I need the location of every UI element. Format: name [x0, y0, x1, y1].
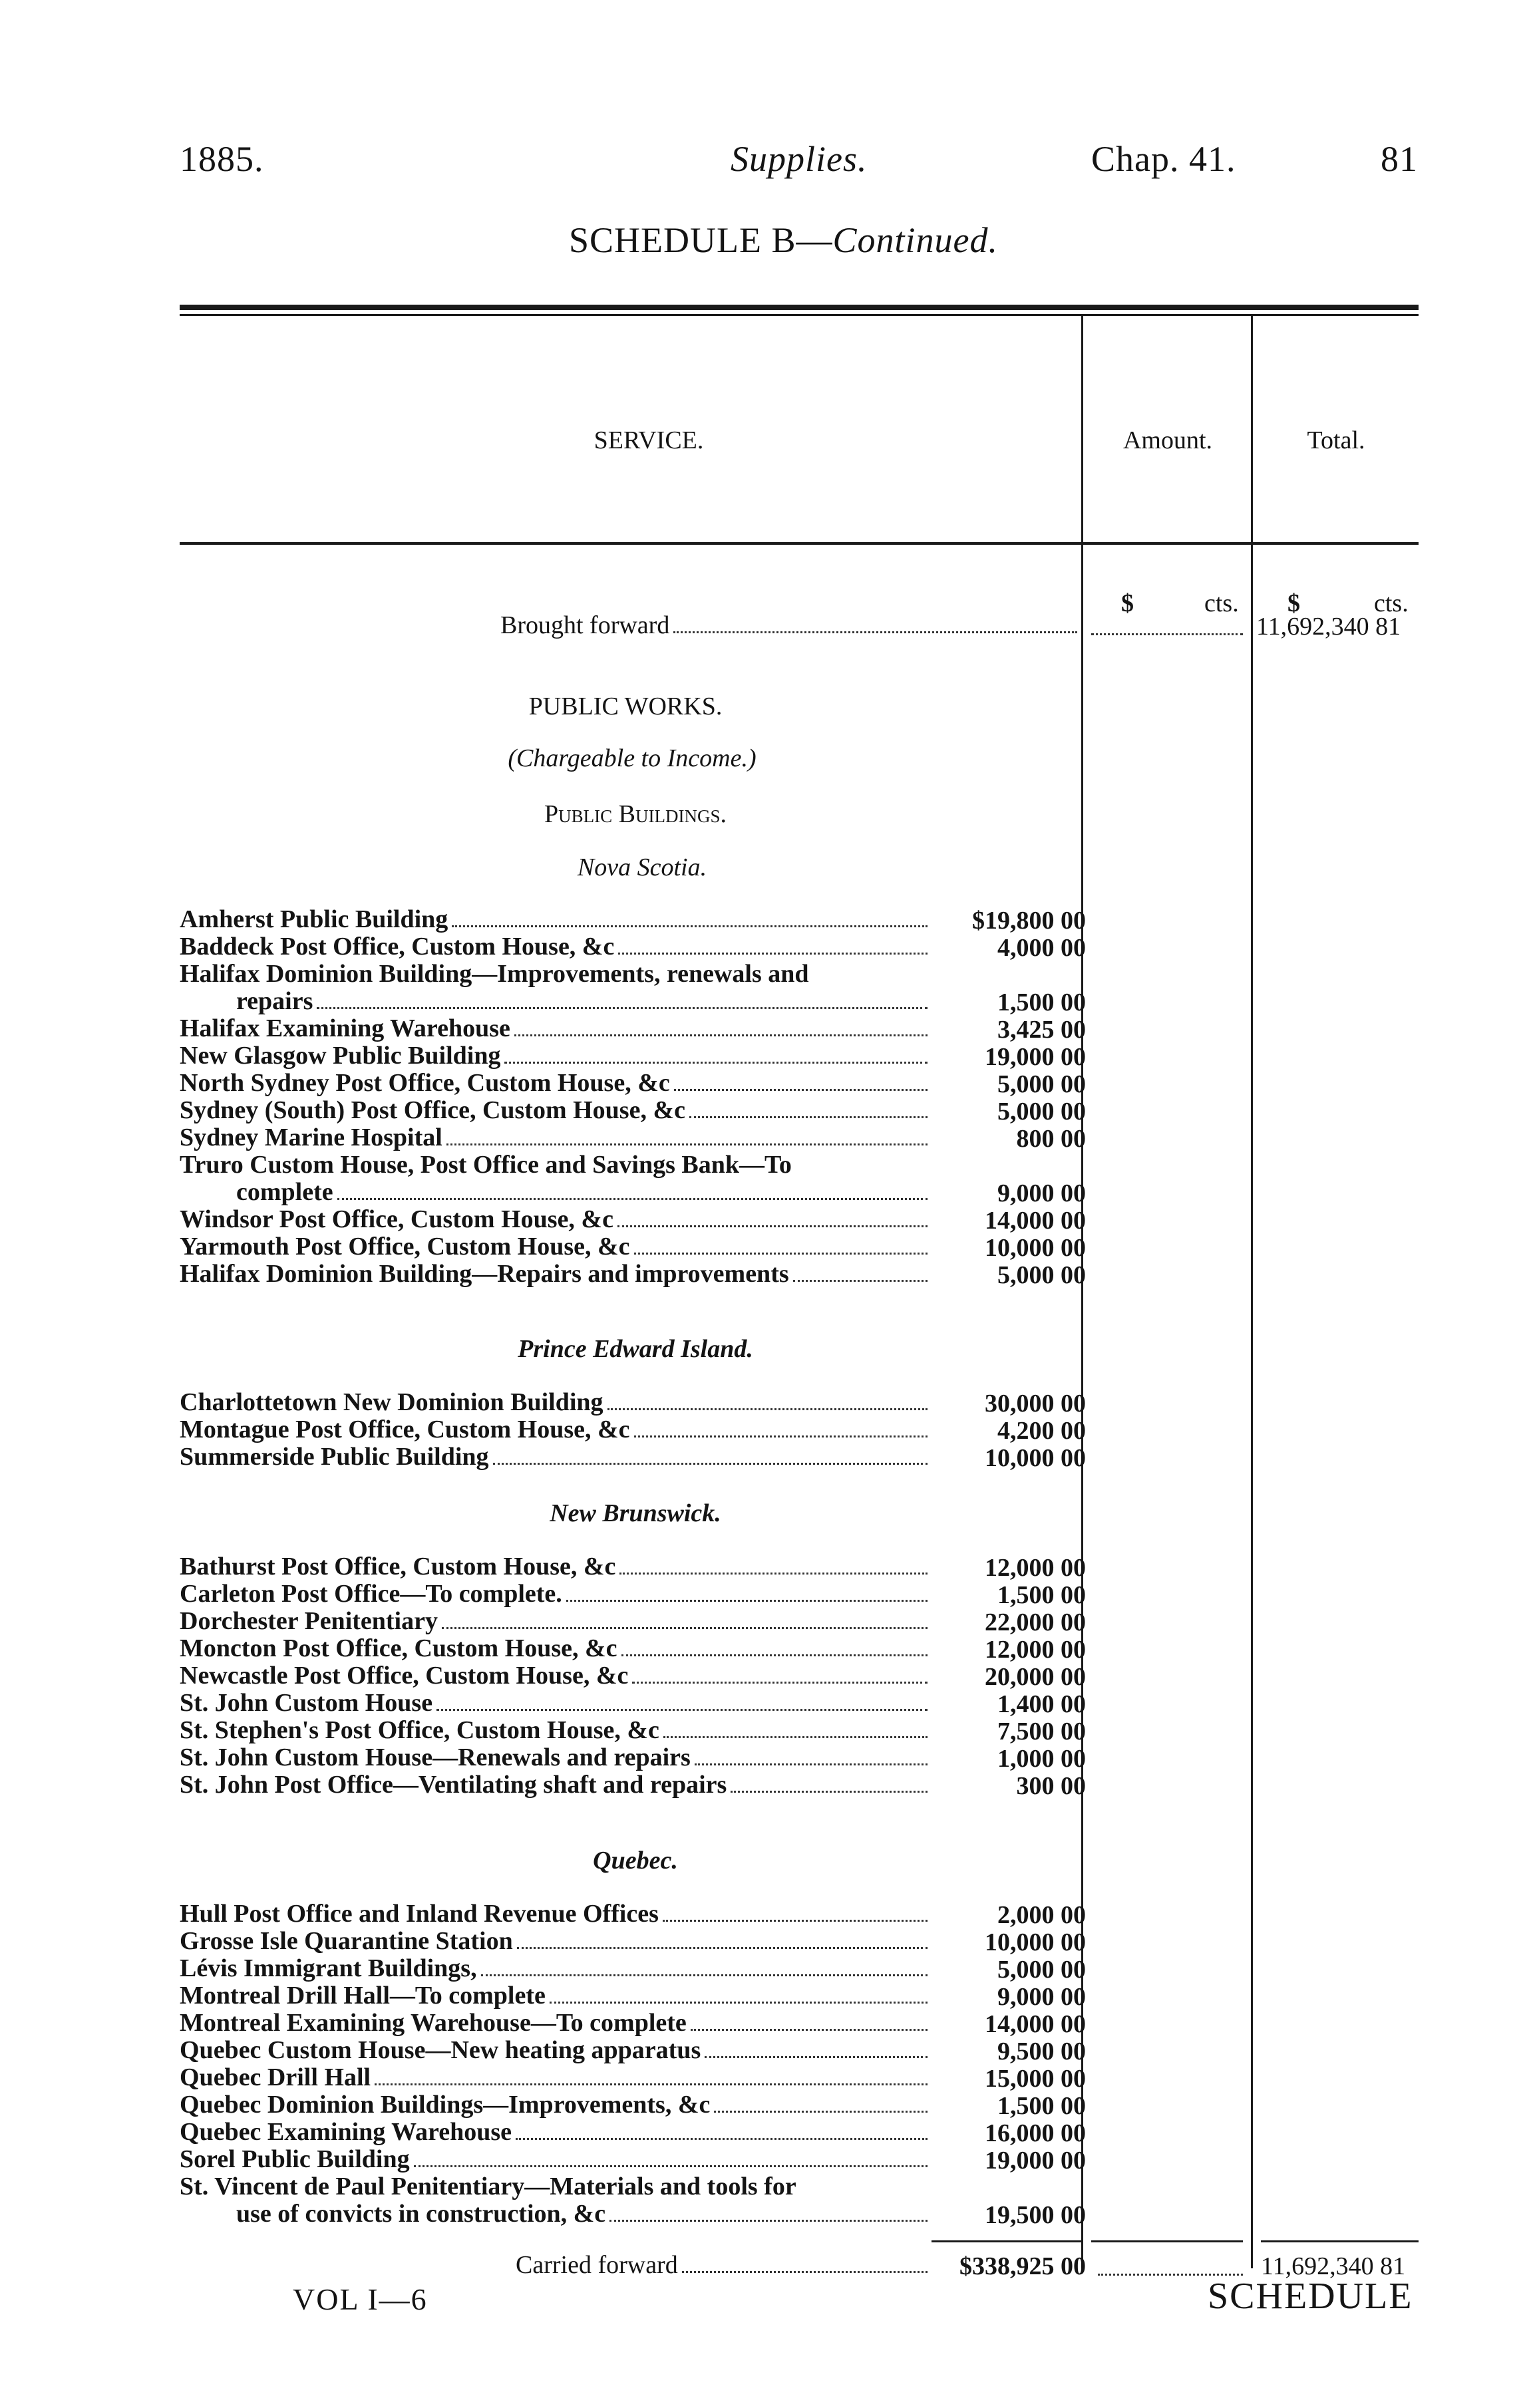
list-item — [180, 1690, 932, 1717]
list-item — [180, 933, 932, 961]
entry-label: Dorchester Penitentiary — [180, 1608, 438, 1635]
list-item — [180, 1389, 932, 1416]
entry-amount: 2,000 00 — [997, 1901, 1086, 1929]
entry-amount: 5,000 00 — [997, 1956, 1086, 1984]
entry-amount: 4,000 00 — [997, 934, 1086, 962]
leader-dots — [632, 1682, 928, 1684]
entry-label: Hull Post Office and Inland Revenue Offices — [180, 1900, 659, 1928]
leader-dots — [619, 1573, 928, 1575]
leader-dots — [504, 1062, 928, 1064]
public-works-heading: PUBLIC WORKS. — [528, 692, 723, 720]
entry-amount: 30,000 00 — [985, 1390, 1086, 1418]
entry-amount: 1,500 00 — [997, 988, 1086, 1016]
entry-label: Halifax Examining Warehouse — [180, 1015, 510, 1042]
leader-dots — [714, 2111, 928, 2113]
entry-label: Newcastle Post Office, Custom House, &c — [180, 1662, 629, 1690]
brought-forward-label: Brought forward — [500, 612, 670, 639]
entry-label: St. Vincent de Paul Penitentiary—Materials and tools for — [180, 2173, 796, 2200]
list-item — [180, 906, 932, 933]
entry-label: Windsor Post Office, Custom House, &c — [180, 1206, 613, 1233]
entry-amount: 19,000 00 — [985, 1043, 1086, 1071]
entry-label: Halifax Dominion Building—Repairs and improvements — [180, 1261, 789, 1288]
entry-label: St. John Custom House — [180, 1690, 433, 1717]
entry-amount: 19,000 00 — [985, 2147, 1086, 2175]
leader-dots — [673, 631, 1077, 633]
entry-amount: 4,200 00 — [997, 1417, 1086, 1445]
entry-amount: 22,000 00 — [985, 1608, 1086, 1636]
list-item — [180, 1042, 932, 1070]
entry-label: St. John Post Office—Ventilating shaft and repairs — [180, 1771, 727, 1799]
leader-dots — [414, 2165, 928, 2167]
entry-label: Quebec Examining Warehouse — [180, 2119, 512, 2146]
entry-amount: 10,000 00 — [985, 1444, 1086, 1472]
total-cents-label: cts. — [1374, 589, 1409, 617]
leader-dots — [514, 1034, 928, 1036]
entry-label: Carleton Post Office—To complete. — [180, 1580, 562, 1608]
entry-label-continued: complete — [236, 1178, 333, 1206]
list-item — [180, 1900, 932, 1928]
entry-amount: 7,500 00 — [997, 1718, 1086, 1745]
entry-amount: 12,000 00 — [985, 1554, 1086, 1582]
top-rule-thin — [180, 314, 1419, 316]
entry-amount: 14,000 00 — [985, 1207, 1086, 1235]
entry-label: Charlottetown New Dominion Building — [180, 1389, 603, 1416]
entry-amount: 1,400 00 — [997, 1690, 1086, 1718]
list-item — [180, 1771, 932, 1799]
section-heading: Nova Scotia. — [577, 853, 707, 881]
amount-sum-rule — [932, 2240, 1081, 2242]
entry-label-continued: use of convicts in construction, &c — [236, 2200, 606, 2228]
leader-dots — [481, 1974, 928, 1976]
entry-label: Baddeck Post Office, Custom House, &c — [180, 933, 615, 961]
leader-dots — [566, 1600, 928, 1602]
list-item — [180, 1233, 932, 1261]
leader-dots — [731, 1791, 928, 1793]
entry-label: Bathurst Post Office, Custom House, &c — [180, 1553, 616, 1580]
list-item — [180, 2091, 932, 2119]
list-item — [180, 2146, 932, 2173]
leader-dots — [517, 1947, 928, 1949]
list-item — [180, 1443, 932, 1471]
list-item — [180, 1955, 932, 1982]
entry-label: Truro Custom House, Post Office and Savings Bank—To — [180, 1151, 792, 1179]
column-header-total: Total. — [1307, 426, 1365, 454]
section-heading: Quebec. — [593, 1847, 678, 1875]
schedule-heading — [569, 220, 998, 261]
total-dollar-sign: $ — [1287, 589, 1300, 617]
entry-label: Quebec Custom House—New heating apparatus — [180, 2037, 701, 2064]
catchword: SCHEDULE — [1208, 2276, 1413, 2317]
list-item — [180, 1070, 932, 1097]
leader-dots — [621, 1654, 928, 1656]
brought-forward-row — [500, 612, 1081, 639]
leader-dots — [446, 1143, 928, 1145]
section-heading: Prince Edward Island. — [518, 1335, 753, 1363]
entry-amount: 1,500 00 — [997, 1581, 1086, 1609]
entry-amount: 300 00 — [1016, 1772, 1086, 1800]
entry-label: Summerside Public Building — [180, 1443, 489, 1471]
top-rule-thick — [180, 305, 1419, 310]
list-item — [180, 1982, 932, 2010]
list-item — [180, 2064, 932, 2091]
leader-dots — [550, 2002, 928, 2004]
schedule-title: SCHEDULE B— — [569, 220, 833, 260]
leader-dots — [452, 925, 928, 927]
section-heading: New Brunswick. — [550, 1499, 721, 1527]
list-item — [180, 1097, 932, 1124]
amount-dollar-sign: $ — [1121, 589, 1134, 617]
leader-dots — [682, 2271, 928, 2273]
column-header-service: SERVICE. — [594, 426, 704, 454]
leader-dots — [663, 1920, 928, 1922]
entry-label: New Glasgow Public Building — [180, 1042, 501, 1070]
entry-amount: 20,000 00 — [985, 1663, 1086, 1691]
entry-label: Sydney (South) Post Office, Custom House, &c — [180, 1097, 685, 1124]
entry-amount: 9,000 00 — [997, 1179, 1086, 1207]
entry-label: Halifax Dominion Building—Improvements, renewals and — [180, 960, 809, 988]
header-rule — [180, 542, 1081, 545]
entry-label: Amherst Public Building — [180, 906, 448, 933]
entry-amount: 1,000 00 — [997, 1745, 1086, 1773]
leader-dots — [609, 2220, 928, 2222]
leader-dots — [493, 1463, 928, 1465]
carried-forward-label: Carried forward — [516, 2252, 678, 2279]
public-buildings-heading: Public Buildings. — [544, 800, 727, 828]
entry-amount: 10,000 00 — [985, 1234, 1086, 1262]
leader-dots — [634, 1435, 928, 1437]
entry-amount: 3,425 00 — [997, 1016, 1086, 1044]
schedule-continued: Continued. — [832, 220, 999, 260]
entry-label: Yarmouth Post Office, Custom House, &c — [180, 1233, 630, 1261]
page-number: 81 — [1381, 139, 1418, 179]
list-item — [236, 2200, 932, 2228]
entry-amount: 5,000 00 — [997, 1098, 1086, 1126]
entry-label: Quebec Drill Hall — [180, 2064, 371, 2091]
volume-signature: VOL I—6 — [293, 2282, 428, 2316]
list-item — [236, 1179, 932, 1206]
entry-amount: 12,000 00 — [985, 1636, 1086, 1664]
leader-dots — [705, 2056, 928, 2058]
header-rule-total — [1253, 542, 1419, 545]
list-item — [180, 1206, 932, 1233]
list-item — [180, 1416, 932, 1443]
entry-label: Quebec Dominion Buildings—Improvements, &c — [180, 2091, 711, 2119]
entry-label: Sorel Public Building — [180, 2146, 410, 2173]
entry-amount: 14,000 00 — [985, 2010, 1086, 2038]
entry-label: Moncton Post Office, Custom House, &c — [180, 1635, 617, 1662]
leader-dots — [375, 2083, 928, 2085]
list-item — [180, 1662, 932, 1690]
leader-dots — [691, 2029, 928, 2031]
carried-forward-row — [516, 2252, 932, 2279]
entry-amount: 19,500 00 — [985, 2201, 1086, 2229]
entry-label: Lévis Immigrant Buildings, — [180, 1955, 477, 1982]
entry-label: North Sydney Post Office, Custom House, &c — [180, 1070, 670, 1097]
chapter-number: Chap. 41. — [1091, 139, 1236, 179]
amount-cents-label: cts. — [1204, 589, 1239, 617]
entry-label: Grosse Isle Quarantine Station — [180, 1928, 513, 1955]
entry-amount: 16,000 00 — [985, 2119, 1086, 2147]
entry-amount: 1,500 00 — [997, 2092, 1086, 2120]
leader-dots — [442, 1627, 928, 1629]
carried-forward-amount: $338,925 00 — [959, 2252, 1086, 2280]
entry-amount: 5,000 00 — [997, 1070, 1086, 1098]
leader-dots — [317, 1007, 928, 1009]
leader-dots — [436, 1709, 928, 1711]
leader-dots — [695, 1763, 928, 1765]
entry-amount: 9,500 00 — [997, 2037, 1086, 2065]
entry-amount: 800 00 — [1016, 1125, 1086, 1153]
list-item — [180, 1124, 932, 1151]
list-item — [180, 1635, 932, 1662]
list-item — [180, 1744, 932, 1771]
leader-dots — [516, 2138, 928, 2140]
amount-column-rule — [1091, 2240, 1243, 2242]
brought-forward-total: 11,692,340 81 — [1256, 613, 1401, 641]
list-item — [180, 1261, 932, 1288]
carried-forward-total: 11,692,340 81 — [1261, 2252, 1406, 2280]
list-item — [180, 2037, 932, 2064]
leader-dots — [618, 953, 928, 955]
entry-amount: $19,800 00 — [972, 907, 1086, 935]
list-item — [180, 2119, 932, 2146]
list-item — [180, 1553, 932, 1580]
leader-dots — [689, 1116, 928, 1118]
entry-label: St. Stephen's Post Office, Custom House, &c — [180, 1717, 659, 1744]
entry-label: Montreal Drill Hall—To complete — [180, 1982, 546, 2010]
entry-label: Sydney Marine Hospital — [180, 1124, 442, 1151]
chargeable-heading: (Chargeable to Income.) — [508, 744, 757, 772]
entry-label: Montreal Examining Warehouse—To complete — [180, 2010, 687, 2037]
leader-dots — [617, 1225, 928, 1227]
list-item — [180, 1717, 932, 1744]
entry-amount: 10,000 00 — [985, 1928, 1086, 1956]
leader-dots — [674, 1089, 928, 1091]
list-item — [180, 1608, 932, 1635]
column-header-amount: Amount. — [1122, 426, 1213, 454]
list-item — [180, 1928, 932, 1955]
list-item — [180, 1580, 932, 1608]
brought-forward-amount-blank — [1091, 633, 1243, 635]
entry-amount: 15,000 00 — [985, 2065, 1086, 2093]
leader-dots — [663, 1736, 928, 1738]
page-title: Supplies. — [731, 139, 868, 179]
entry-label: St. John Custom House—Renewals and repairs — [180, 1744, 691, 1771]
entry-label-continued: repairs — [236, 987, 313, 1015]
entry-label: Montague Post Office, Custom House, &c — [180, 1416, 630, 1443]
list-item — [180, 2010, 932, 2037]
entry-amount: 5,000 00 — [997, 1261, 1086, 1289]
entry-amount: 9,000 00 — [997, 1983, 1086, 2011]
list-item — [180, 1015, 932, 1042]
leader-dots — [793, 1280, 928, 1282]
column-rule-amount-right — [1251, 316, 1253, 2268]
page-year: 1885. — [180, 139, 264, 179]
leader-dots — [634, 1253, 928, 1255]
leader-dots — [337, 1198, 928, 1200]
list-item — [236, 988, 932, 1015]
total-sum-rule — [1261, 2240, 1419, 2242]
leader-dots — [607, 1408, 928, 1410]
header-rule-amount — [1083, 542, 1251, 545]
